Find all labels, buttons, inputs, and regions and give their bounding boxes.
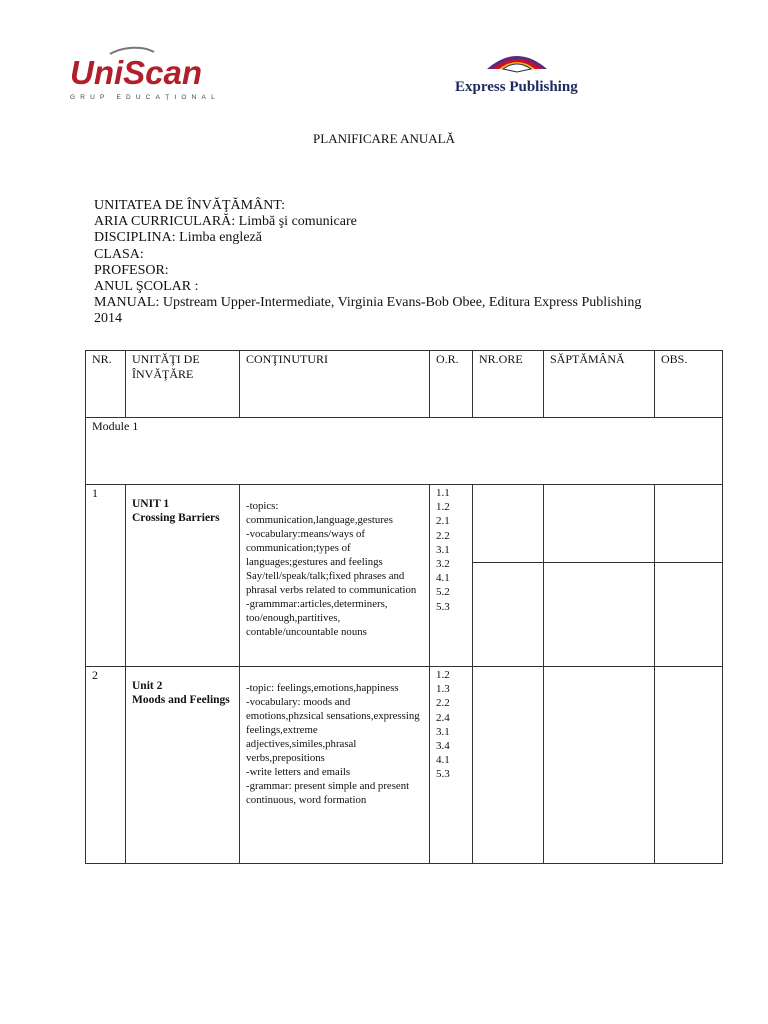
meta-curricular-area: ARIA CURRICULARĂ: Limbă şi comunicare bbox=[94, 214, 357, 230]
uniscan-wordmark: UniScan bbox=[70, 54, 203, 91]
header-units: UNITĂŢI DE ÎNVĂŢĂRE bbox=[126, 351, 240, 418]
row-obs bbox=[655, 485, 723, 667]
header-hours: NR.ORE bbox=[473, 351, 544, 418]
table-row bbox=[86, 485, 723, 667]
document-title: PLANIFICARE ANUALĂ bbox=[313, 131, 455, 146]
module-label: Module 1 bbox=[86, 418, 723, 485]
uniscan-logo bbox=[62, 44, 232, 112]
header-obs: OBS. bbox=[655, 351, 723, 418]
row-content: -topic: feelings,emotions,happiness -vocabulary: moods and emotions,phzsical sensations,expressing feelings,extreme adjectives,similes,phrasal verbs,prepositions -write letters and emails -grammar: present simple and present continuous, word formation bbox=[240, 667, 430, 864]
meta-school-year: ANUL ŞCOLAR : bbox=[94, 279, 199, 295]
row-week bbox=[544, 667, 655, 864]
meta-class: CLASA: bbox=[94, 246, 144, 262]
row-nr: 1 bbox=[86, 485, 126, 667]
row-or: 1.1 1.2 2.1 2.2 3.1 3.2 4.1 5.2 5.3 bbox=[430, 485, 473, 667]
meta-school: UNITATEA DE ÎNVĂŢĂMÂNT: bbox=[94, 198, 286, 213]
express-publishing-logo bbox=[447, 45, 587, 101]
header-week: SĂPTĂMÂNĂ bbox=[544, 351, 655, 418]
table-row bbox=[86, 667, 723, 864]
header-contents: CONŢINUTURI bbox=[240, 351, 430, 418]
meta-teacher: PROFESOR: bbox=[94, 262, 169, 278]
row-unit: Unit 2 Moods and Feelings bbox=[126, 667, 240, 864]
row-content: -topics: communication,language,gestures -vocabulary:means/ways of communication;types of languages;gestures and feelings Say/tell/speak/talk;fixed phrases and phrasal verbs related to communication -grammmar:articles,determiners, too/enough,partitives, contable/uncountable nouns bbox=[240, 485, 430, 667]
row-week bbox=[544, 485, 655, 667]
module-row bbox=[86, 418, 723, 485]
row-hours bbox=[473, 485, 544, 667]
row-unit: UNIT 1 Crossing Barriers bbox=[126, 485, 240, 667]
document-meta bbox=[94, 198, 654, 328]
meta-discipline: DISCIPLINA: Limba engleză bbox=[94, 230, 262, 246]
meta-manual: MANUAL: Upstream Upper-Intermediate, Virginia Evans-Bob Obee, Editura Express Publishing 2014 bbox=[94, 295, 645, 327]
row-hours bbox=[473, 667, 544, 864]
row-nr: 2 bbox=[86, 667, 126, 864]
row-or: 1.2 1.3 2.2 2.4 3.1 3.4 4.1 5.3 bbox=[430, 667, 473, 864]
uniscan-tagline: GRUP EDUCAȚIONAL bbox=[70, 94, 220, 101]
table-header-row bbox=[86, 351, 723, 418]
row-obs bbox=[655, 667, 723, 864]
planning-table bbox=[85, 350, 723, 864]
header-nr: NR. bbox=[86, 351, 126, 418]
express-wordmark: Express Publishing bbox=[455, 79, 578, 95]
header-or: O.R. bbox=[430, 351, 473, 418]
